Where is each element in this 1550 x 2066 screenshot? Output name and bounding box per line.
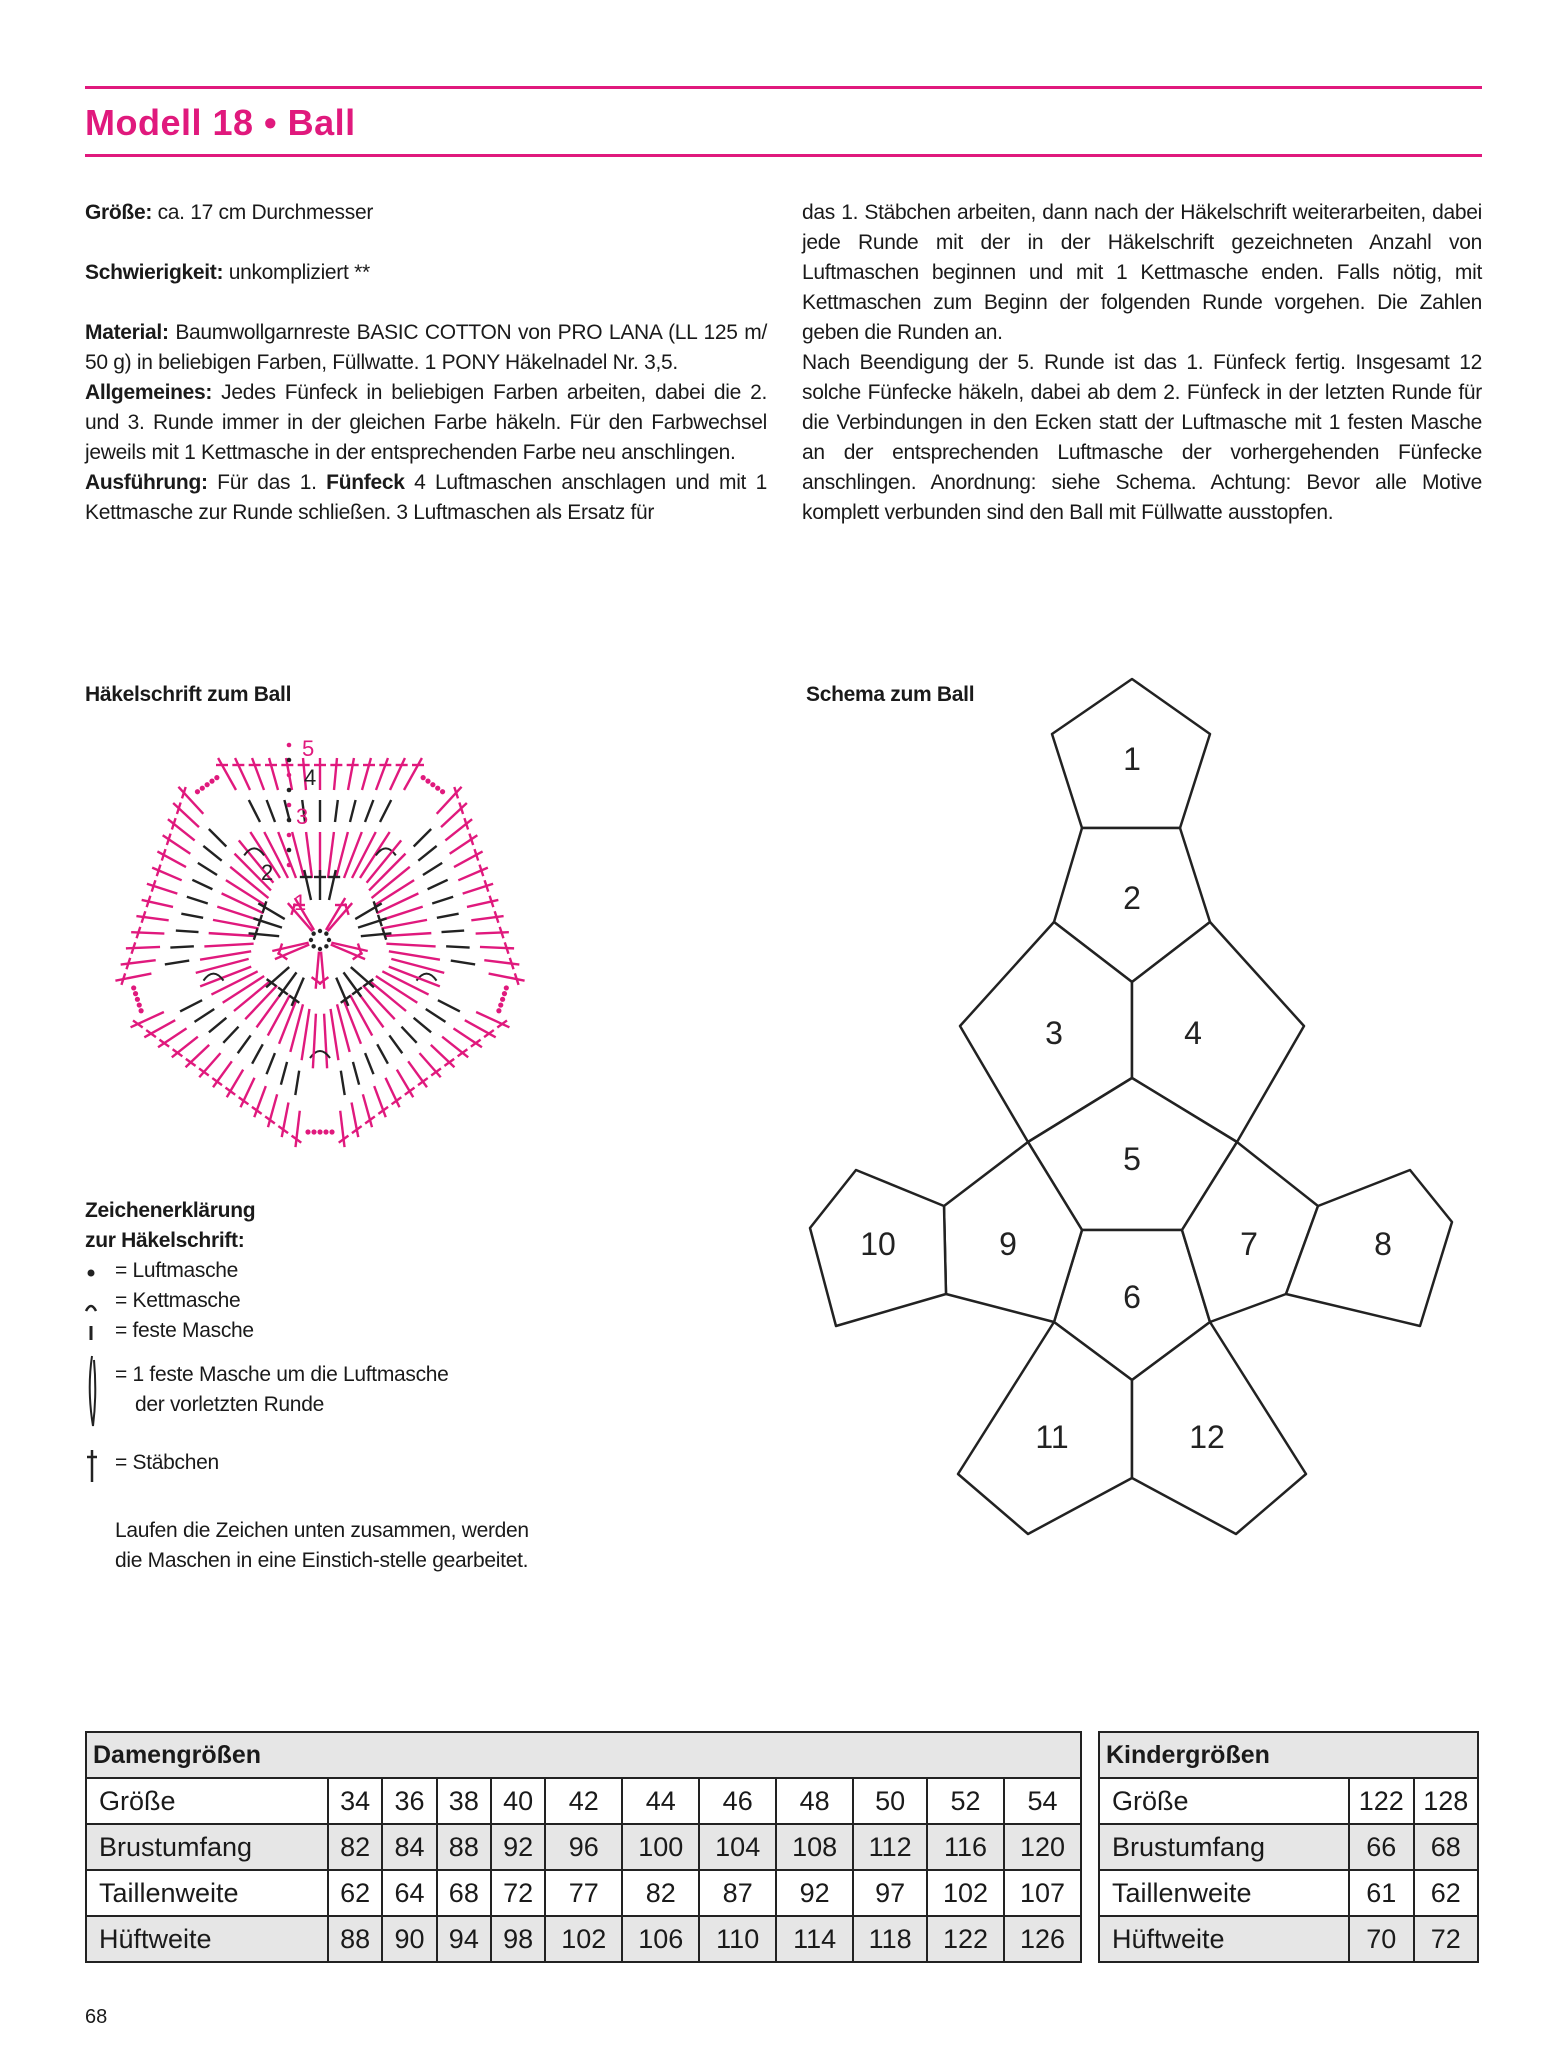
pentagon-label-9: 9 bbox=[999, 1226, 1017, 1262]
legend-item-kettmasche: = Kettmasche bbox=[85, 1286, 515, 1316]
womens-size-table bbox=[85, 1731, 1082, 1963]
pentagon-label-3: 3 bbox=[1045, 1015, 1063, 1051]
pentagon-label-6: 6 bbox=[1123, 1279, 1141, 1315]
kids-size-table bbox=[1098, 1731, 1479, 1963]
execution-paragraph: Ausführung: Für das 1. Fünfeck 4 Luftmaschen anschlagen und mit 1 Kettmasche zur Runde schließen. 3 Luftmaschen als Ersatz für bbox=[85, 471, 767, 524]
pentagon-label-10: 10 bbox=[860, 1226, 896, 1262]
size-paragraph: Größe: ca. 17 cm Durchmesser bbox=[85, 201, 374, 224]
pentagon-label-4: 4 bbox=[1184, 1015, 1202, 1051]
table-row: Größe 34 36 38 40 42 44 46 48 50 52 54 bbox=[86, 1778, 1081, 1824]
pentagon-label-8: 8 bbox=[1374, 1226, 1392, 1262]
pentagon-label-11: 11 bbox=[1035, 1419, 1069, 1455]
pentagon-label-1: 1 bbox=[1123, 741, 1141, 777]
difficulty-paragraph: Schwierigkeit: unkompliziert ** bbox=[85, 261, 370, 284]
round-label-2: 2 bbox=[261, 860, 274, 885]
round-label-5: 5 bbox=[302, 736, 315, 761]
schema-heading: Schema zum Ball bbox=[806, 683, 975, 706]
pentagon-label-7: 7 bbox=[1240, 1226, 1258, 1262]
page-title: Modell 18 • Ball bbox=[85, 102, 356, 143]
chart-heading: Häkelschrift zum Ball bbox=[85, 683, 292, 706]
pentagon-8 bbox=[1286, 1170, 1452, 1326]
pentagon-label-2: 2 bbox=[1123, 880, 1141, 916]
table-row: Hüftweite 88 90 94 98 102 106 110 114 118 122 126 bbox=[86, 1916, 1081, 1962]
pentagon-label-5: 5 bbox=[1123, 1141, 1141, 1177]
legend-heading-line1: Zeichenerklärung bbox=[85, 1199, 256, 1222]
pentagon-label-12: 12 bbox=[1189, 1419, 1225, 1455]
round-label-4: 4 bbox=[304, 765, 317, 790]
legend-heading-line2: zur Häkelschrift: bbox=[85, 1229, 245, 1252]
legend-item-feste-masche: = feste Masche bbox=[85, 1316, 515, 1346]
legend-item-luftmasche: = Luftmasche bbox=[85, 1256, 515, 1286]
general-paragraph: Allgemeines: Jedes Fünfeck in beliebigen Farben arbeiten, dabei die 2. und 3. Runde immer in der gleichen Farbe häkeln. Für den Farbwechsel jeweils mit 1 Kettmasche in der entsprechenden Farbe neu anschlingen. bbox=[85, 381, 767, 464]
instructions-paragraph: das 1. Stäbchen arbeiten, dann nach der Häkelschrift weiterarbeiten, dabei jede Runde mit der in der Häkelschrift gezeichneten Anzahl von Luftmaschen beginnen und mit 1 Kettmasche enden. Falls nötig, mit Kettmaschen zum Beginn der folgenden Runde vorgehen. Die Zahlen geben die Runden an. bbox=[802, 201, 1482, 344]
round-label-3: 3 bbox=[296, 804, 309, 829]
legend-note: Laufen die Zeichen unten zusammen, werden die Maschen in eine Einstich-stelle gearbeitet. bbox=[115, 1519, 529, 1572]
table-row: Brustumfang 66 68 bbox=[1099, 1824, 1478, 1870]
table-row: Taillenweite 61 62 bbox=[1099, 1870, 1478, 1916]
round-label-1: 1 bbox=[294, 890, 307, 915]
page-number: 68 bbox=[85, 2006, 108, 2028]
kids-table-title: Kindergrößen bbox=[1099, 1732, 1478, 1778]
material-paragraph: Material: Baumwollgarnreste BASIC COTTON von PRO LANA (LL 125 m/ 50 g) in beliebigen Farben, Füllwatte. 1 PONY Häkelnadel Nr. 3,5. bbox=[85, 321, 767, 374]
womens-table-title: Damengrößen bbox=[86, 1732, 1081, 1778]
table-row: Taillenweite 62 64 68 72 77 82 87 92 97 102 107 bbox=[86, 1870, 1081, 1916]
legend-item-long-hook: = 1 feste Masche um die Luftmasche der vorletzten Runde bbox=[85, 1360, 515, 1420]
table-row: Hüftweite 70 72 bbox=[1099, 1916, 1478, 1962]
table-row: Größe 122 128 bbox=[1099, 1778, 1478, 1824]
table-row: Brustumfang 82 84 88 92 96 100 104 108 112 116 120 bbox=[86, 1824, 1081, 1870]
legend-item-staebchen: = Stäbchen bbox=[85, 1448, 515, 1478]
assembly-paragraph: Nach Beendigung der 5. Runde ist das 1. Fünfeck fertig. Insgesamt 12 solche Fünfecke häkeln, dabei ab dem 2. Fünfeck in der letzten Runde für die Verbindungen in den Ecken statt der Luftmasche mit 1 festen Masche an der entsprechenden Luftmasche der vorhergehenden Fünfecke anschlingen. Anordnung: siehe Schema. Achtung: Bevor alle Motive komplett verbunden sind den Ball mit Füllwatte ausstopfen. bbox=[802, 351, 1482, 524]
